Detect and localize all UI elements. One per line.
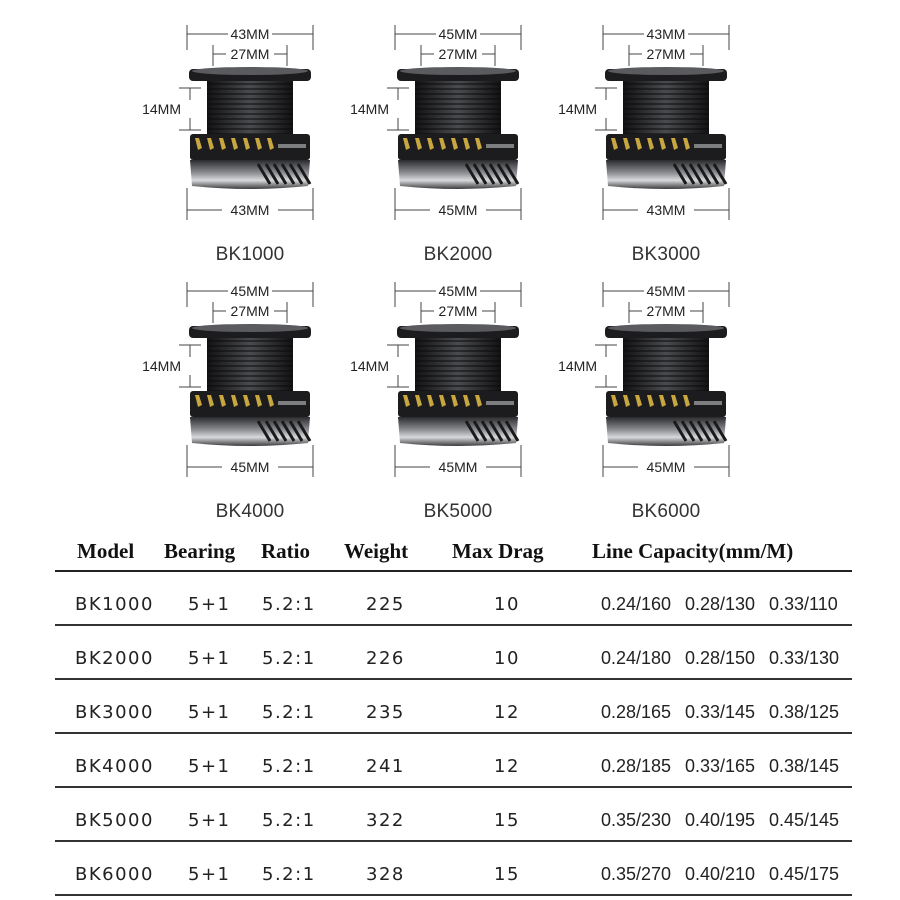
spool-card <box>558 20 771 270</box>
header-weight: Weight <box>344 539 409 563</box>
cell-max-drag: 10 <box>494 648 520 669</box>
top-width-label: 43MM <box>646 26 686 42</box>
cell-model: BK4000 <box>75 756 154 777</box>
bottom-width-label: 43MM <box>646 202 686 218</box>
top-width-label: 45MM <box>438 26 478 42</box>
spool-drawing <box>350 20 563 250</box>
cell-max-drag: 12 <box>494 702 520 723</box>
cell-model: BK2000 <box>75 648 154 669</box>
cell-capacity-2: 0.40/210 <box>685 864 756 884</box>
cell-capacity-1: 0.24/160 <box>601 594 672 614</box>
top-width-label: 45MM <box>438 283 478 299</box>
cell-max-drag: 10 <box>494 594 520 615</box>
spool-model-label: BK5000 <box>423 501 493 522</box>
spool-card <box>350 20 563 270</box>
bottom-width-label: 43MM <box>230 202 270 218</box>
height-label: 14MM <box>350 358 389 374</box>
cell-capacity-3: 0.38/145 <box>769 756 840 776</box>
cell-weight: 235 <box>366 702 405 723</box>
height-label: 14MM <box>558 358 597 374</box>
cell-max-drag: 15 <box>494 810 520 831</box>
cell-capacity-2: 0.40/195 <box>685 810 756 830</box>
table-row <box>55 734 852 788</box>
spool-card <box>558 277 771 527</box>
spool-card <box>142 277 355 527</box>
table-row <box>55 572 852 626</box>
top-width-label: 43MM <box>230 26 270 42</box>
top-width-label: 45MM <box>646 283 686 299</box>
spool-card <box>350 277 563 527</box>
inner-width-label: 27MM <box>438 46 478 62</box>
cell-weight: 225 <box>366 594 405 615</box>
cell-ratio: 5.2:1 <box>262 810 316 831</box>
cell-capacity-3: 0.33/110 <box>769 594 838 614</box>
bottom-width-label: 45MM <box>646 459 686 475</box>
spool-model-label: BK1000 <box>215 244 285 265</box>
inner-width-label: 27MM <box>646 46 686 62</box>
height-label: 14MM <box>558 101 597 117</box>
cell-capacity-1: 0.35/270 <box>601 864 672 884</box>
top-width-label: 45MM <box>230 283 270 299</box>
cell-max-drag: 15 <box>494 864 520 885</box>
cell-weight: 226 <box>366 648 405 669</box>
cell-model: BK5000 <box>75 810 154 831</box>
cell-bearing: 5+1 <box>188 594 231 615</box>
inner-width-label: 27MM <box>230 303 270 319</box>
header-model: Model <box>77 539 135 563</box>
cell-capacity-1: 0.24/180 <box>601 648 672 668</box>
cell-capacity-3: 0.38/125 <box>769 702 840 722</box>
table-row <box>55 788 852 842</box>
inner-width-label: 27MM <box>646 303 686 319</box>
cell-bearing: 5+1 <box>188 756 231 777</box>
cell-model: BK1000 <box>75 594 154 615</box>
inner-width-label: 27MM <box>438 303 478 319</box>
bottom-width-label: 45MM <box>230 459 270 475</box>
spool-drawing <box>558 20 771 250</box>
cell-weight: 328 <box>366 864 405 885</box>
cell-capacity-2: 0.28/130 <box>685 594 756 614</box>
cell-ratio: 5.2:1 <box>262 594 316 615</box>
spool-model-label: BK2000 <box>423 244 493 265</box>
header-bearing: Bearing <box>164 539 236 563</box>
cell-ratio: 5.2:1 <box>262 648 316 669</box>
height-label: 14MM <box>350 101 389 117</box>
table-header-row <box>55 533 852 572</box>
header-line-capacity: Line Capacity(mm/M) <box>592 539 794 563</box>
cell-bearing: 5+1 <box>188 702 231 723</box>
table-row <box>55 842 852 896</box>
spool-drawing <box>558 277 771 507</box>
spool-drawing <box>350 277 563 507</box>
cell-bearing: 5+1 <box>188 810 231 831</box>
spool-model-label: BK4000 <box>215 501 285 522</box>
spool-card <box>142 20 355 270</box>
table-row <box>55 626 852 680</box>
table-row <box>55 680 852 734</box>
inner-width-label: 27MM <box>230 46 270 62</box>
header-ratio: Ratio <box>261 539 310 563</box>
cell-capacity-3: 0.45/175 <box>769 864 840 884</box>
spool-drawing <box>142 20 355 250</box>
cell-bearing: 5+1 <box>188 864 231 885</box>
cell-capacity-2: 0.28/150 <box>685 648 756 668</box>
bottom-width-label: 45MM <box>438 202 478 218</box>
cell-weight: 241 <box>366 756 405 777</box>
spool-drawing <box>142 277 355 507</box>
table-body <box>55 572 852 896</box>
cell-ratio: 5.2:1 <box>262 864 316 885</box>
cell-capacity-3: 0.33/130 <box>769 648 840 668</box>
cell-capacity-1: 0.28/185 <box>601 756 672 776</box>
cell-model: BK3000 <box>75 702 154 723</box>
cell-capacity-3: 0.45/145 <box>769 810 840 830</box>
cell-capacity-2: 0.33/165 <box>685 756 756 776</box>
spool-model-label: BK3000 <box>631 244 701 265</box>
cell-ratio: 5.2:1 <box>262 702 316 723</box>
cell-model: BK6000 <box>75 864 154 885</box>
cell-weight: 322 <box>366 810 405 831</box>
cell-capacity-1: 0.35/230 <box>601 810 672 830</box>
bottom-width-label: 45MM <box>438 459 478 475</box>
height-label: 14MM <box>142 358 181 374</box>
cell-ratio: 5.2:1 <box>262 756 316 777</box>
cell-max-drag: 12 <box>494 756 520 777</box>
height-label: 14MM <box>142 101 181 117</box>
header-max-drag: Max Drag <box>452 539 544 563</box>
spool-model-label: BK6000 <box>631 501 701 522</box>
spec-table <box>55 533 852 896</box>
cell-capacity-1: 0.28/165 <box>601 702 672 722</box>
cell-capacity-2: 0.33/145 <box>685 702 756 722</box>
cell-bearing: 5+1 <box>188 648 231 669</box>
